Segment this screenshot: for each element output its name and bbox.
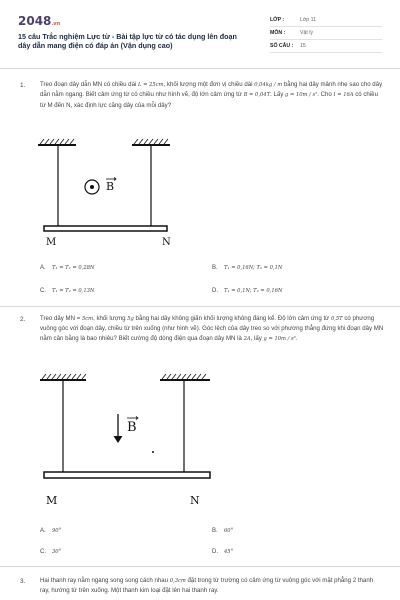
option-value: 45° bbox=[224, 549, 234, 555]
meta-value: Vật lý bbox=[300, 30, 313, 36]
end-label-n: N bbox=[162, 237, 171, 248]
option-a[interactable] bbox=[40, 528, 61, 534]
option-letter: A. bbox=[40, 265, 46, 271]
hatching-right bbox=[162, 374, 206, 379]
hatching-left bbox=[42, 374, 86, 379]
question-number: 2. bbox=[20, 316, 26, 323]
option-letter: B. bbox=[212, 528, 218, 534]
option-d[interactable] bbox=[212, 549, 233, 555]
end-label-m: M bbox=[46, 494, 58, 507]
field-label: B bbox=[127, 420, 137, 435]
meta-value: Lớp 11 bbox=[300, 17, 316, 23]
page-title: 15 câu Trắc nghiệm Lực từ - Bài tập lực từ có tác dụng lên đoạn dây dẫn mang điện có đáp án (Vận dụng cao) bbox=[18, 32, 237, 50]
option-letter: C. bbox=[40, 288, 46, 294]
option-letter: C. bbox=[40, 549, 46, 555]
question-text: Hai thanh ray nằm ngang song song cách nhau 0,3cm đặt trong từ trường có cảm ứng từ vuông góc với mặt phẳng 2 thanh ray, hướng từ trên xuống. Một thanh kim loại đặt lên hai thanh ray. bbox=[40, 577, 374, 595]
meta-label: LỚP : bbox=[270, 17, 285, 23]
wire-mn bbox=[44, 472, 210, 478]
site-logo[interactable]: 2048.vn bbox=[18, 14, 61, 28]
end-label-m: M bbox=[46, 237, 57, 248]
option-value: 90° bbox=[52, 528, 62, 534]
meta-value: 15 bbox=[300, 43, 306, 49]
option-letter: B. bbox=[212, 265, 218, 271]
question-number: 3. bbox=[20, 578, 26, 585]
option-value: T₁ = T₂ = 0,13N bbox=[52, 288, 95, 294]
option-b[interactable] bbox=[212, 528, 233, 534]
option-value: 30° bbox=[52, 549, 62, 555]
meta-label: MÔN : bbox=[270, 30, 286, 36]
question-number: 1. bbox=[20, 82, 26, 89]
option-c[interactable] bbox=[40, 549, 61, 555]
option-value: 60° bbox=[224, 528, 234, 534]
option-value: T₁ = T₂ = 0,28N bbox=[52, 265, 95, 271]
end-label-n: N bbox=[190, 494, 200, 507]
question-text: Treo đoạn dây dẫn MN có chiều dài L = 25cm, khối lượng một đơn vị chiều dài 0,04kg / m bằng hai dây mảnh nhẹ sao cho dây dẫn nằm ngang. Biết cảm ứng từ có chiều như hình vẽ, độ lớn cảm ứng từ B = 0,04T. Lấy g = 10m / s². Cho I = 16A có chiều từ M đến N, xác định lực căng dây của mỗi dây? bbox=[40, 81, 383, 109]
question-divider bbox=[0, 566, 400, 567]
meta-label: SỐ CÂU : bbox=[270, 43, 294, 49]
option-letter: D. bbox=[212, 549, 218, 555]
option-value: T₁ = 0,16N; T₂ = 0,1N bbox=[224, 265, 283, 271]
option-letter: D. bbox=[212, 288, 218, 294]
option-letter: A. bbox=[40, 528, 46, 534]
question-text: Treo dây MN = 5cm, khối lượng 5g bằng hai dây không giãn khối lượng không đáng kể. Độ lớn cảm ứng từ 0,5T có phương vuông góc với đoạn dây, chiều từ trên xuống (như hình vẽ). Góc lệch của dây treo so với phương thẳng đứng khi đoạn dây MN nằm cân bằng là bao nhiêu? Biết cường độ dòng điện qua đoạn dây MN là 2A, lấy g = 10m / s². bbox=[40, 315, 384, 342]
field-label: B bbox=[106, 180, 115, 193]
option-value: T₁ = 0,1N; T₂ = 0,16N bbox=[224, 288, 283, 294]
